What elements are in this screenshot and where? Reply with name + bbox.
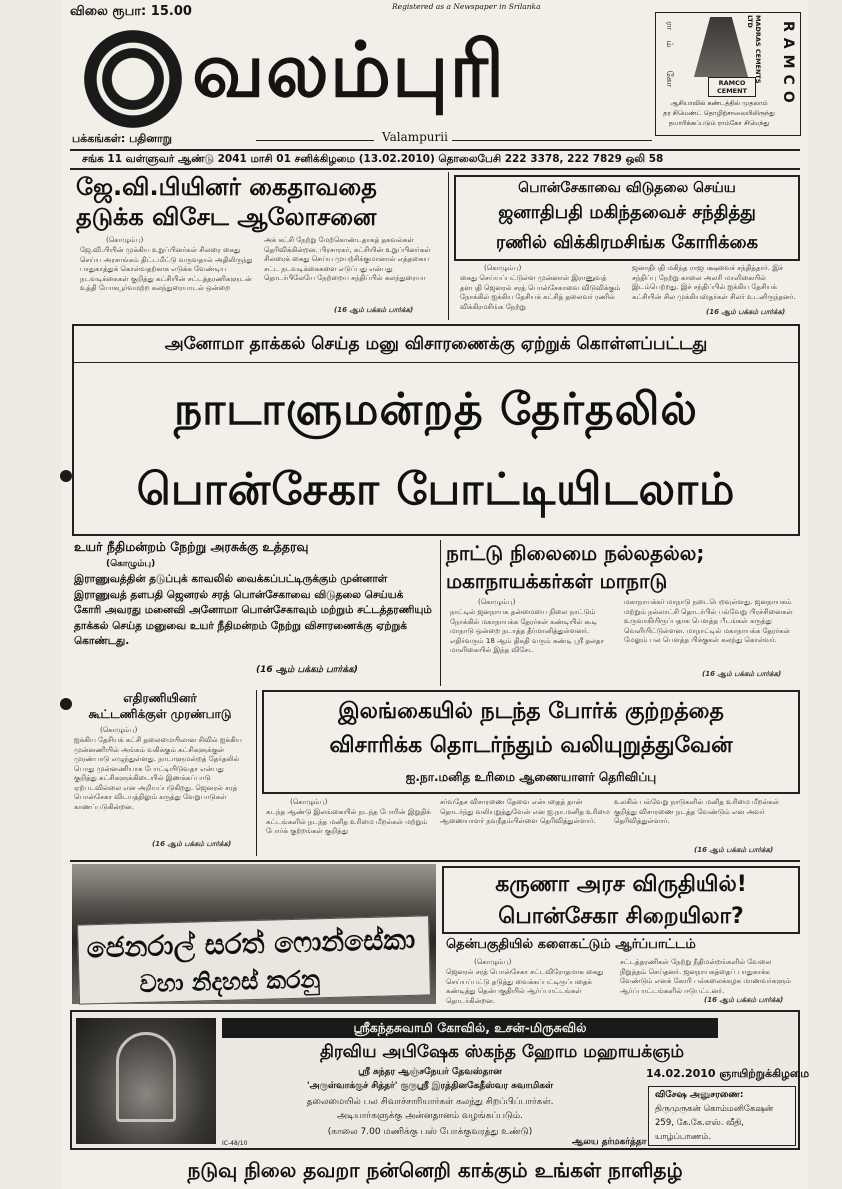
temple-date: 14.02.2010 ஞாயிற்றுக்கிழமை: [646, 1067, 810, 1080]
story-karuna-headline-2: பொன்சேகா சிறையிலா?: [498, 904, 744, 929]
story-opposition: [72, 690, 252, 858]
temple-sponsor-2: 259, கே.கே.எஸ். வீதி,: [655, 1118, 744, 1128]
story-warcrimes-subhead: ஐ.நா.மனித உரிமை ஆணையாளர் தெரிவிப்பு: [405, 770, 657, 784]
story-ranil-headline-1: ஜனாதிபதி மகிந்தவைச் சந்தித்து: [498, 202, 756, 223]
ramco-cement-advert: [655, 12, 801, 136]
story-jvp-headline-2: தடுக்க விசேட ஆலோசனை: [76, 203, 377, 231]
story-opposition-headline-1: எதிரணியினர்: [123, 691, 197, 705]
story-ranil-dateline: (கொழும்பு): [484, 264, 522, 272]
dateline-bottom-rule: [70, 168, 800, 170]
temple-line-2: 'அருள்வாக்குச் சித்தர்' குருஸ்ரீ இரத்தினகேதீஸ்வர சுவாமிகள்: [306, 1081, 554, 1091]
temple-code: IC-48/10: [222, 1140, 248, 1147]
story-ranil-headline-2: ரணில் விக்கிரமசிங்க கோரிக்கை: [495, 232, 759, 253]
story-karuna-col1: ஜெனரல் சரத் பொன்சேகா சட்டவிரோதமாக கைது செய்யப்பட்டு தடுத்து வைக்கப்பட்டிருப்பதைக் கண்டித்து தென்பகுதியில் ஆர்ப்பாட்டங்கள் தொடர்கின்றன.: [446, 968, 604, 1005]
column-divider-top: [448, 172, 449, 320]
protest-banner: [77, 915, 431, 1004]
story-mahanayake-headline-1: நாட்டு நிலைமை நல்லதல்ல;: [446, 541, 705, 565]
temple-sponsor-box: [648, 1086, 796, 1146]
story-opposition-jump: (16 ஆம் பக்கம் பார்க்க): [152, 840, 232, 848]
story-karuna-subhead: தென்பகுதியில் களைகட்டும் ஆர்ப்பாட்டம்: [446, 937, 696, 952]
protest-banner-text: ජෙනරාල් සරත් ෆොන්සේකා: [86, 922, 416, 965]
story-warcrimes-col2: சர்வதேச விசாரணை தேவை என்பதைத் தான் தொடர்ந்து வலியுறுத்துவேன் என ஐ.நா.மனித உரிமை ஆணையாளர் நவநீதம்பிள்ளை தெரிவித்துள்ளார்.: [440, 798, 610, 825]
binding-hole-2: [60, 698, 72, 710]
lead-headline-2: பொன்சேகா போட்டியிடலாம்: [136, 464, 736, 515]
story-ranil-col2: ஜனாதிபதி மகிந்த ராஜபக்ஷவைச் சந்தித்தார். இச் சந்திப்பு நேற்று காலை அலரி மாளிகையில் இடம்பெற்றது. இச் சந்திப்பில் ஐக்கிய தேசியக் கட்சியின் சில முக்கியஸ்தர்கள் சிலர் உடனிருந்தனர்.: [632, 264, 796, 301]
story-warcrimes-col1: கடந்த ஆண்டு இலங்கையில் நடந்த போரின் இறுதிக் கட்டங்களில் நடந்த மனித உரிமை மீறல்கள் மற்றும் போர்க் குற்றங்கள் குறித்து: [266, 808, 431, 835]
story-opposition-text: ஐக்கிய தேசியக் கட்சி தலைமையிலான சிவில் ஐக்கிய முன்னணியில் அங்கம் வகிக்கும் கட்சிகளுக்குள் முரண்பாடு எழுந்துள்ளது. நாடாளுமன்றத் தேர்தலில் பொது முன்னணியாக போட்டியிடுவதா என்பது குறித்து கட்சிகளுக்கிடையில் இணக்கப்பாடு ஏற்படவில்லை என அறியப்படுகிறது. ஜெனரல் சரத் பொன்சேகா விடயத்திலும் கருத்து வேறுபாடுகள் காணப்படுகின்றன.: [74, 736, 242, 811]
masthead-title-latin: Valampurii: [382, 130, 448, 144]
page-count: பக்கங்கள்: பதினாறு: [72, 132, 172, 145]
story-warcrimes-headline-1: இலங்கையில் நடந்த போர்க் குற்றத்தை: [338, 699, 724, 724]
lead-story-body: [72, 538, 434, 684]
lead-kicker-rule: [74, 362, 798, 363]
story-mahanayake-dateline: (கொழும்பு): [478, 598, 516, 606]
conch-logo: [84, 30, 182, 128]
lead-headline-1: நாடாளுமன்றத் தேர்தலில்: [174, 384, 698, 435]
masthead-rule-right: [452, 140, 652, 141]
temple-line-3: தலைமையில் பல சிவாச்சாரியார்கள் கலந்து சிறப்பிப்பார்கள்.: [306, 1097, 554, 1107]
story-mahanayake-jump: (16 ஆம் பக்கம் பார்க்க): [702, 670, 782, 678]
registration-note: Registered as a Newspaper in Srilanka: [392, 2, 541, 11]
temple-title-banner: [222, 1018, 718, 1038]
story-mahanayake-headline-2: மகாநாயக்கர்கள் மாநாடு: [446, 569, 668, 593]
story-mahanayake: [446, 540, 800, 686]
story-jvp-col2: அக் கட்சி நேற்று மேற்கொண்டதாகத் தகவல்கள் தெரிவிக்கின்றன. பிரசாரகர், கட்சியின் உறுப்பினர்கள் சிலரைக் கைது செய்ய முயற்சிக்குமானால் எத்தகைய சட்ட நடவடிக்கைகளை எடுப்பது என்பது தொடர்பிலேயே நேற்றைய சந்திப்பில் கலந்துரையா: [264, 236, 431, 282]
temple-ritual: திரவிய அபிஷேக ஸ்கந்த ஹோம மஹாயக்ஞம்: [319, 1042, 685, 1062]
dateline-top-rule: [70, 149, 800, 151]
lead-story-dateline: (கொழும்பு): [106, 559, 156, 569]
temple-title: ஸ்ரீகந்தசுவாமி கோவில், உசன்-மிருசுவில்: [353, 1020, 587, 1035]
temple-line-4: அடியார்களுக்கு அன்னதானம் வழங்கப்படும்.: [336, 1111, 524, 1121]
story-mahanayake-col2: மகாநாயக்கர் மாநாடு நடைபெறவுள்ளது. ஜனநாயகம் மற்றும் நல்லாட்சி தொடர்பில் பல்வேறு பிரச்சினைகள் உருவாகியிருப்பதாக பௌத்த பீடங்கள் கருத்து வெளியிட்டுள்ளன. மாநாட்டில் மகாநாயக்க தேரர்கள் மேலும் பல பௌத்த பிக்குகள் கலந்து கொள்வர்.: [624, 598, 793, 644]
temple-gopuram-image: [694, 17, 748, 77]
protest-banner-text-2: වහා නිදහස් කරනු: [139, 965, 321, 998]
protest-photo: [72, 864, 436, 1004]
footer-slogan: நடுவு நிலை தவறா நன்னெறி காக்கும் உங்கள் நாளிதழ்: [187, 1158, 683, 1182]
temple-sponsor-1: திருமுருகன் கொம்மனிகேஷன்: [655, 1104, 774, 1114]
deity-image: [76, 1018, 216, 1144]
temple-advert: [70, 1010, 810, 1150]
story-ranil-jump: (16 ஆம் பக்கம் பார்க்க): [706, 308, 786, 316]
temple-line-1: ஸ்ரீ சுந்தர ஆஞ்சநேயர் தேவஸ்தான: [358, 1067, 502, 1077]
company-name: MADRAS CEMENTS LTD: [746, 15, 762, 84]
story-jvp-col1: ஜே.வி.பியின் முக்கிய உறுப்பினர்கள் சிலரை கைது செய்ய அரசாங்கம் திட்டமிட்டு வருவதால் அதிலிருந்து பாதுகாத்துக் கொள்வதற்காக எடுக்க வேண்டிய நடவடிக்கைகள் குறித்து கட்சியின் சட்டத்தரணிகளுடன் உத்தி யோகபூர்வமற்ற கலந்துரையாடல் ஒன்றை: [80, 246, 253, 292]
column-divider-mid: [440, 540, 441, 686]
ramco-line-2: தர சிமெண்ட் தொழிற்சாலையிலிருந்து: [663, 109, 775, 117]
ramco-brand-vertical: RAMCO: [780, 21, 796, 109]
temple-signoff: ஆலய தர்மகர்த்தா: [572, 1137, 647, 1147]
story-warcrimes-dateline: (கொழும்பு): [290, 798, 328, 806]
story-karuna-dateline: (கொழும்பு): [474, 958, 512, 966]
lead-story-subhead: உயர் நீதிமன்றம் நேற்று அரசுக்கு உத்தரவு: [74, 539, 309, 554]
story-warcrimes-jump: (16 ஆம் பக்கம் பார்க்க): [694, 846, 774, 854]
story-ranil-kicker: பொன்சேகாவை விடுதலை செய்ய: [518, 180, 736, 196]
story-karuna-col2: சட்டத்தரணிகள் நேற்று நீதிமன்றங்களில் வேலை நிறுத்தம் செய்தனர். ஜனநாயகத்தைப் பாதுகாக்க வேண்டும் எனக் கோரி பல்கலைக்கழக மாணவர்களும் ஆர்ப்பாட்டங்களில் ஈடுபட்டனர்.: [620, 958, 791, 995]
price-label: விலை ரூபா: 15.00: [70, 4, 192, 19]
temple-line-5: (காலை 7.00 மணிக்கு பஸ் போக்குவரத்து உண்டு): [327, 1127, 533, 1137]
story-karuna: [442, 866, 800, 934]
story-ranil-col1: கைது செய்யப்பட்டுள்ள முன்னாள் இராணுவத் தளபதி ஜெனரல் சரத் பொன்சேகாவை விடுவிக்கும் நோக்கில் ஐக்கிய தேசியக் கட்சித் தலைவர் ரணில் விக்கிரமசிங்க நேற்று: [460, 274, 621, 311]
lead-kicker: அனோமா தாக்கல் செய்த மனு விசாரணைக்கு ஏற்றுக் கொள்ளப்பட்டது: [164, 334, 708, 354]
story-karuna-jump: (16 ஆம் பக்கம் பார்க்க): [704, 996, 784, 1004]
ramco-line-3: தயாரிக்கப்படும் ராம்கோ சிமெந்து: [668, 119, 770, 127]
temple-sponsor-label: விசேஷ அனுசரணை:: [655, 1090, 744, 1100]
lead-story-box: [72, 324, 800, 536]
section-rule-lower: [70, 860, 800, 862]
binding-hole-1: [60, 470, 72, 482]
temple-sponsor-3: யாழ்ப்பாணம்.: [655, 1132, 712, 1142]
lead-story-text: இராணுவத்தின் தடுப்புக் காவலில் வைக்கப்பட்டிருக்கும் முன்னாள் இராணுவத் தளபதி ஜெனரல் சரத் பொன்சேகாவை விடுதலை செய்யக் கோரி அவரது மனைவி அனோமா பொன்சேகாவும் மற்றும் சட்டத்தரணியும் தாக்கல் செய்த மனுவை உயர் நீதிமன்றம் நேற்று விசாரணைக்கு ஏற்றுக் கொண்டது.: [74, 573, 432, 647]
story-jvp-dateline: (கொழும்பு): [106, 236, 144, 244]
story-opposition-headline-2: கூட்டணிக்குள் முரண்பாடு: [88, 707, 232, 721]
ramco-line-1: ஆசியாவில் கண்டத்தில் முதலாம்: [670, 99, 768, 107]
story-warcrimes: [262, 690, 800, 794]
masthead-rule-left: [256, 140, 374, 141]
column-divider-lower: [256, 690, 257, 856]
dateline: சங்க 11 வள்ளுவர் ஆண்டு 2041 மாசி 01 சனிக்கிழமை (13.02.2010) தொலைபேசி 222 3378, 222 7829 ஒலி 58: [82, 153, 664, 165]
lead-story-jump: (16 ஆம் பக்கம் பார்க்க): [256, 665, 358, 675]
story-opposition-dateline: (கொழும்பு): [100, 726, 138, 734]
story-jvp-jump: (16 ஆம் பக்கம் பார்க்க): [334, 306, 414, 314]
deity-arch: [116, 1032, 176, 1122]
story-ranil: [454, 175, 800, 261]
ramco-cement-product: RAMCO CEMENT: [708, 77, 756, 97]
story-mahanayake-col1: நாட்டில் ஜனநாயக தன்மையை நிலை நாட்டும் நோக்கில் மகாநாயக்க தேரர்கள் கண்டியில் கூடி மாநாடு ஒன்றை நடாத்த தீர்மானித்துள்ளனர். எதிர்வரும் 18 ஆம் திகதி வரும் கண்டி ஸ்ரீ தலதா மாளிகையில் இந்த விசேட: [450, 608, 605, 654]
story-jvp-headline-1: ஜே.வி.பியினர் கைதாவதை: [76, 173, 377, 201]
story-warcrimes-col3: உலகில் பல்வேறு நாடுகளில் மனித உரிமை மீறல்கள் குறித்து விசாரணை நடத்த வேண்டும் என அவர் தெரிவித்துள்ளார்.: [614, 798, 780, 825]
ramco-left-letters: ராம் கோ: [664, 21, 674, 98]
story-jvp: [76, 172, 442, 320]
masthead-title: வலம்புரி: [192, 25, 506, 114]
story-karuna-headline-1: கருணா அரச விருதியில்!: [495, 872, 747, 897]
story-warcrimes-headline-2: விசாரிக்க தொடர்ந்தும் வலியுறுத்துவேன்: [329, 733, 733, 758]
